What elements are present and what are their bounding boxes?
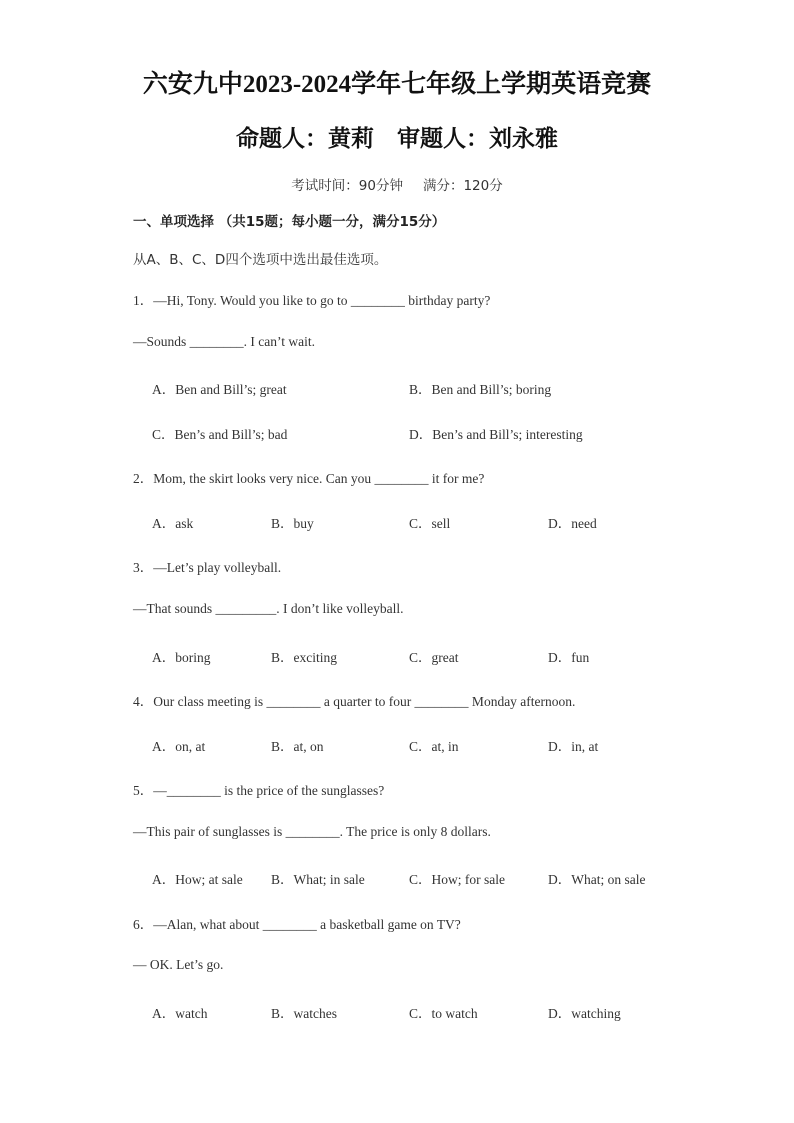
- question-2-option-a: A．ask: [152, 516, 194, 531]
- question-2-option-d: D．need: [548, 516, 597, 531]
- question-1-option-d: D．Ben’s and Bill’s; interesting: [409, 427, 583, 442]
- question-5-option-c: C．How; for sale: [409, 872, 505, 887]
- question-1-stem: 1．—Hi, Tony. Would you like to go to ________ birthday party?: [133, 293, 491, 308]
- question-6-reply: — OK. Let’s go.: [133, 957, 224, 972]
- question-5-reply: —This pair of sunglasses is ________. The price is only 8 dollars.: [133, 824, 491, 839]
- question-3-stem: 3．—Let’s play volleyball.: [133, 560, 282, 575]
- question-4-option-c: C．at, in: [409, 739, 459, 754]
- question-1-option-a: A．Ben and Bill’s; great: [152, 382, 287, 397]
- question-6-option-d: D．watching: [548, 1006, 621, 1021]
- exam-title: 六安九中2023-2024学年七年级上学期英语竞赛: [142, 71, 652, 98]
- exam-authors: 命题人：黄莉 审题人：刘永雅: [236, 126, 558, 151]
- question-5-option-d: D．What; on sale: [548, 872, 646, 887]
- question-5-option-b: B．What; in sale: [271, 872, 365, 887]
- exam-time: 考试时间：90分钟: [291, 178, 403, 194]
- question-6-option-a: A．watch: [152, 1006, 208, 1021]
- question-3-option-c: C．great: [409, 650, 459, 665]
- question-3-option-b: B．exciting: [271, 650, 337, 665]
- question-2-option-b: B．buy: [271, 516, 314, 531]
- question-1-option-c: C．Ben’s and Bill’s; bad: [152, 427, 288, 442]
- question-4-option-d: D．in, at: [548, 739, 599, 754]
- question-3-option-d: D．fun: [548, 650, 590, 665]
- question-2-option-c: C．sell: [409, 516, 451, 531]
- section-instruction: 从A、B、C、D四个选项中选出最佳选项。: [133, 252, 388, 268]
- question-5-option-a: A．How; at sale: [152, 872, 243, 887]
- question-4-option-b: B．at, on: [271, 739, 324, 754]
- question-4-stem: 4．Our class meeting is ________ a quarter to four ________ Monday afternoon.: [133, 694, 576, 709]
- question-6-option-b: B．watches: [271, 1006, 337, 1021]
- question-3-reply: —That sounds _________. I don’t like volleyball.: [133, 601, 404, 616]
- question-6-option-c: C．to watch: [409, 1006, 478, 1021]
- exam-info: [0, 174, 794, 194]
- question-6-stem: 6．—Alan, what about ________ a basketball game on TV?: [133, 917, 461, 932]
- question-1-reply: —Sounds ________. I can’t wait.: [133, 334, 315, 349]
- question-1-option-b: B．Ben and Bill’s; boring: [409, 382, 552, 397]
- full-score: 满分：120分: [422, 178, 503, 194]
- question-5-stem: 5．—________ is the price of the sunglasses?: [133, 783, 385, 798]
- question-2-stem: 2．Mom, the skirt looks very nice. Can you ________ it for me?: [133, 471, 485, 486]
- question-4-option-a: A．on, at: [152, 739, 206, 754]
- section-heading: 一、单项选择 （共15题；每小题一分，满分15分）: [133, 214, 446, 230]
- question-3-option-a: A．boring: [152, 650, 211, 665]
